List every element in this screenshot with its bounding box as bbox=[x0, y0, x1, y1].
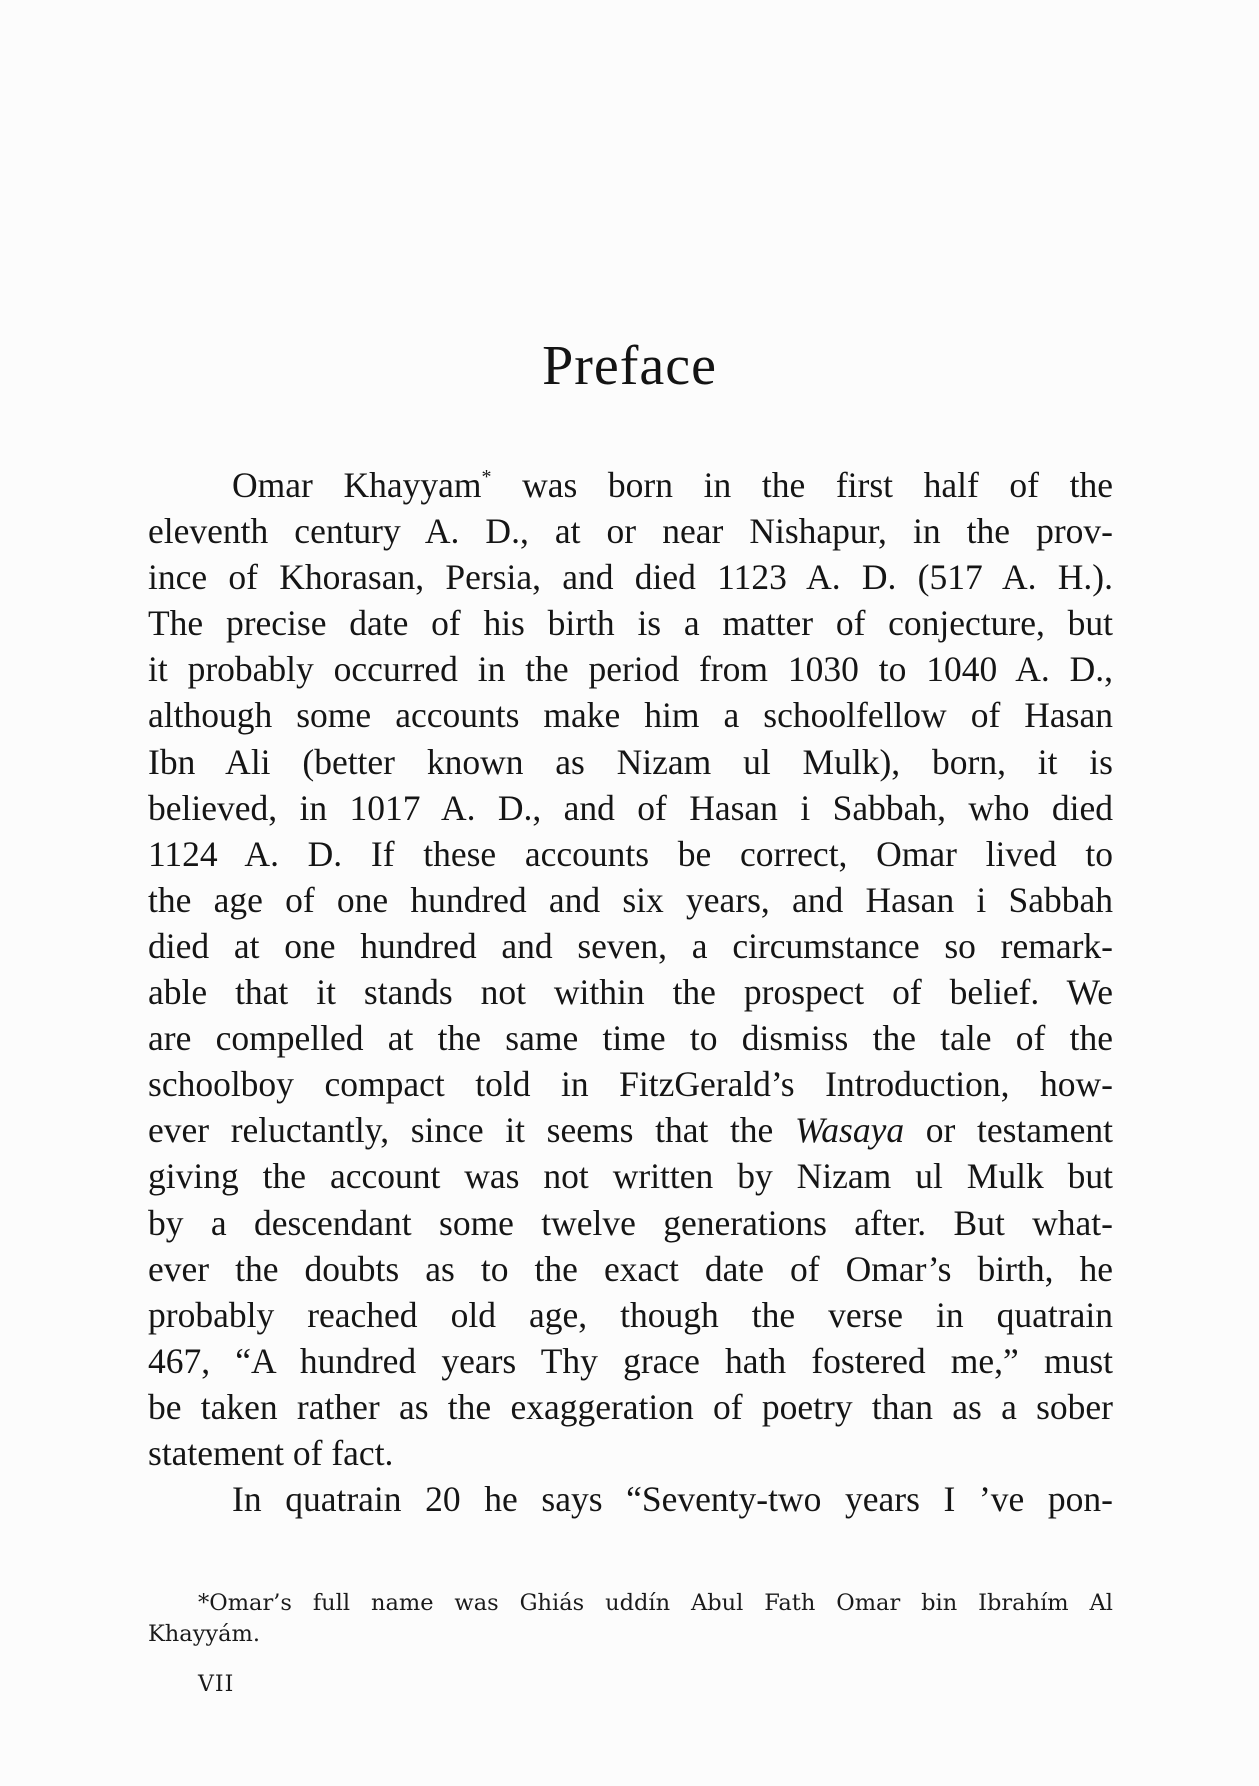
text-line: In quatrain 20 he says “Seventy-two years I ’ve pon- bbox=[232, 1479, 1113, 1520]
footnote-line: *Omar’s full name was Ghiás uddín Abul Fath Omar bin Ibrahím Al bbox=[198, 1590, 1113, 1616]
text-line: 1124 A. D. If these accounts be correct, Omar lived to bbox=[148, 833, 1113, 874]
text-line: statement of fact. bbox=[148, 1432, 394, 1473]
text-line: Omar Khayyam* was born in the first half of the bbox=[232, 465, 1113, 505]
text-line: although some accounts make him a schoolfellow of Hasan bbox=[148, 695, 1113, 736]
body-text bbox=[148, 462, 1113, 1522]
text-line: The precise date of his birth is a matter of conjecture, but bbox=[148, 603, 1113, 644]
text-line: be taken rather as the exaggeration of poetry than as a sober bbox=[148, 1386, 1113, 1427]
text-line: died at one hundred and seven, a circumstance so remark- bbox=[148, 925, 1113, 966]
paragraph-1 bbox=[148, 462, 1113, 1476]
text-line: are compelled at the same time to dismiss the tale of the bbox=[148, 1018, 1113, 1059]
text-line: probably reached old age, though the verse in quatrain bbox=[148, 1294, 1113, 1335]
footnote-line: Khayyám. bbox=[148, 1621, 261, 1647]
footnote bbox=[148, 1588, 1113, 1650]
text-line: giving the account was not written by Nizam ul Mulk but bbox=[148, 1156, 1113, 1197]
footnote-marker: * bbox=[481, 466, 492, 488]
text-line: ever the doubts as to the exact date of Omar’s birth, he bbox=[148, 1248, 1113, 1289]
text-line: believed, in 1017 A. D., and of Hasan i Sabbah, who died bbox=[148, 787, 1113, 828]
paragraph-2 bbox=[148, 1476, 1113, 1522]
text-line: eleventh century A. D., at or near Nishapur, in the prov- bbox=[148, 511, 1113, 552]
text-line: it probably occurred in the period from 1030 to 1040 A. D., bbox=[148, 649, 1113, 690]
page-title: Preface bbox=[542, 335, 717, 397]
text-line: the age of one hundred and six years, and Hasan i Sabbah bbox=[148, 879, 1113, 920]
text-line: ince of Khorasan, Persia, and died 1123 A. D. (517 A. H.). bbox=[148, 557, 1113, 598]
text-line: schoolboy compact told in FitzGerald’s Introduction, how- bbox=[148, 1064, 1113, 1105]
text-line: by a descendant some twelve generations after. But what- bbox=[148, 1202, 1113, 1243]
text-line: able that it stands not within the prospect of belief. We bbox=[148, 972, 1113, 1013]
page-number: VII bbox=[198, 1672, 235, 1697]
text-line: Ibn Ali (better known as Nizam ul Mulk), born, it is bbox=[148, 741, 1113, 782]
italic-term: Wasaya bbox=[794, 1110, 905, 1151]
text-line: 467, “A hundred years Thy grace hath fostered me,” must bbox=[148, 1340, 1113, 1381]
text-line: ever reluctantly, since it seems that the Wasaya or testament bbox=[148, 1110, 1113, 1151]
